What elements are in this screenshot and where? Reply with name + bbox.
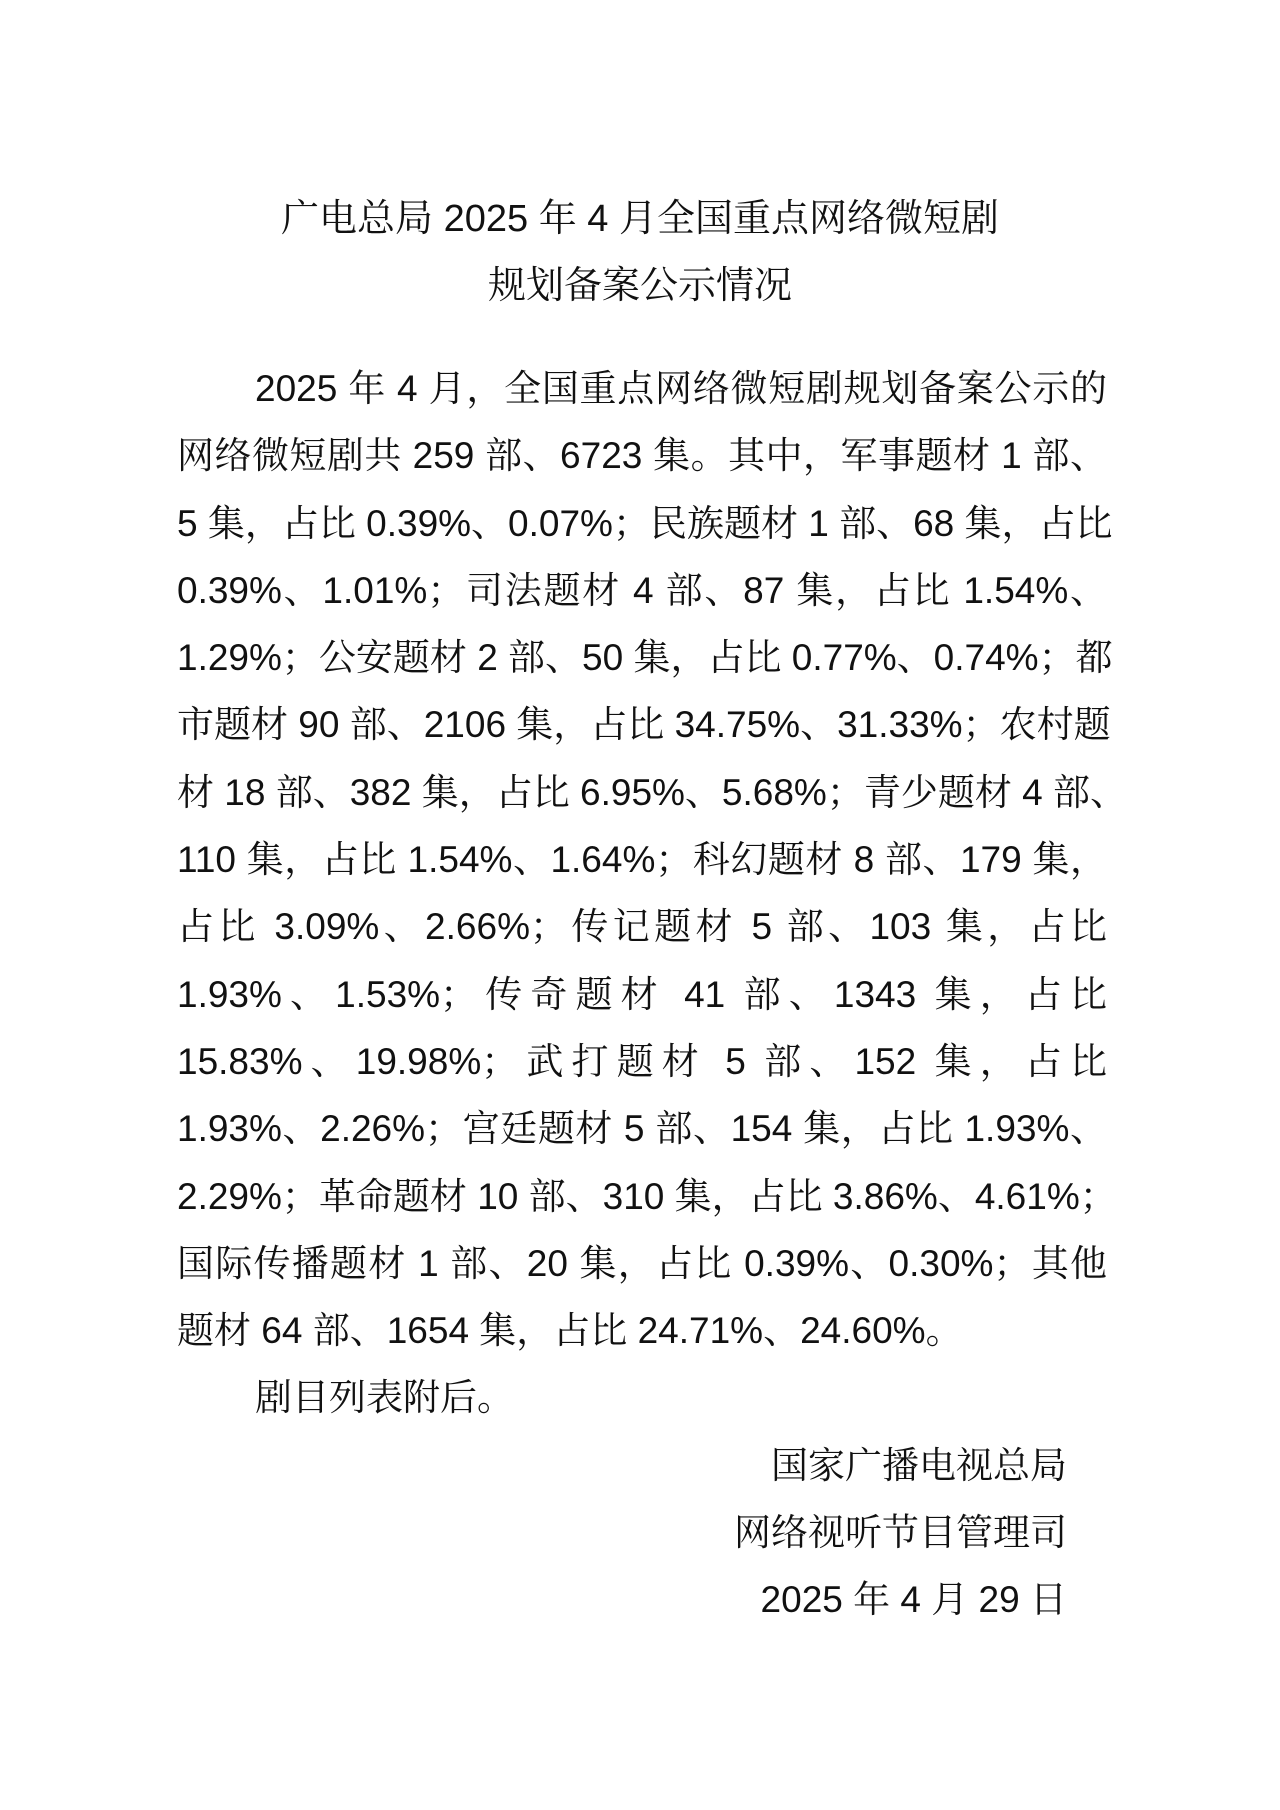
body-line: 15.83%、19.98%；武打题材 5 部、152 集，占比 (177, 1040, 1107, 1082)
body-line: 1.29%；公安题材 2 部、50 集，占比 0.77%、0.74%；都 (177, 637, 1113, 679)
body-line: 1.93%、1.53%；传奇题材 41 部、1343 集，占比 (177, 973, 1107, 1015)
body-line: 2025 年 4 月，全国重点网络微短剧规划备案公示的 (255, 368, 1107, 409)
title-line-1: 广电总局 2025 年 4 月全国重点网络微短剧 (281, 198, 999, 240)
body-line: 市题材 90 部、2106 集，占比 34.75%、31.33%；农村题 (177, 704, 1111, 746)
body-line: 国际传播题材 1 部、20 集，占比 0.39%、0.30%；其他 (177, 1242, 1107, 1284)
document-body (177, 355, 1127, 1634)
body-line: 材 18 部、382 集，占比 6.95%、5.68%；青少题材 4 部、 (177, 771, 1127, 813)
body-line: 网络微短剧共 259 部、6723 集。其中，军事题材 1 部、 (177, 435, 1107, 477)
body-line: 1.93%、2.26%；宫廷题材 5 部、154 集，占比 1.93%、 (177, 1108, 1107, 1150)
signature-department: 网络视听节目管理司 (734, 1512, 1067, 1554)
document-title (0, 186, 1280, 321)
body-line: 5 集，占比 0.39%、0.07%；民族题材 1 部、68 集，占比 (177, 502, 1113, 544)
signature-organization: 国家广播电视总局 (771, 1444, 1067, 1486)
body-line: 0.39%、1.01%；司法题材 4 部、87 集，占比 1.54%、 (177, 569, 1107, 611)
body-line: 2.29%；革命题材 10 部、310 集，占比 3.86%、4.61%； (177, 1175, 1117, 1217)
body-line: 占比 3.09%、2.66%；传记题材 5 部、103 集，占比 (177, 906, 1107, 948)
signature-date: 2025 年 4 月 29 日 (760, 1579, 1067, 1621)
body-line-last: 题材 64 部、1654 集，占比 24.71%、24.60%。 (177, 1310, 963, 1352)
closing-note: 剧目列表附后。 (255, 1377, 514, 1419)
title-line-2: 规划备案公示情况 (487, 265, 792, 308)
body-line: 110 集，占比 1.54%、1.64%；科幻题材 8 部、179 集， (177, 839, 1107, 881)
